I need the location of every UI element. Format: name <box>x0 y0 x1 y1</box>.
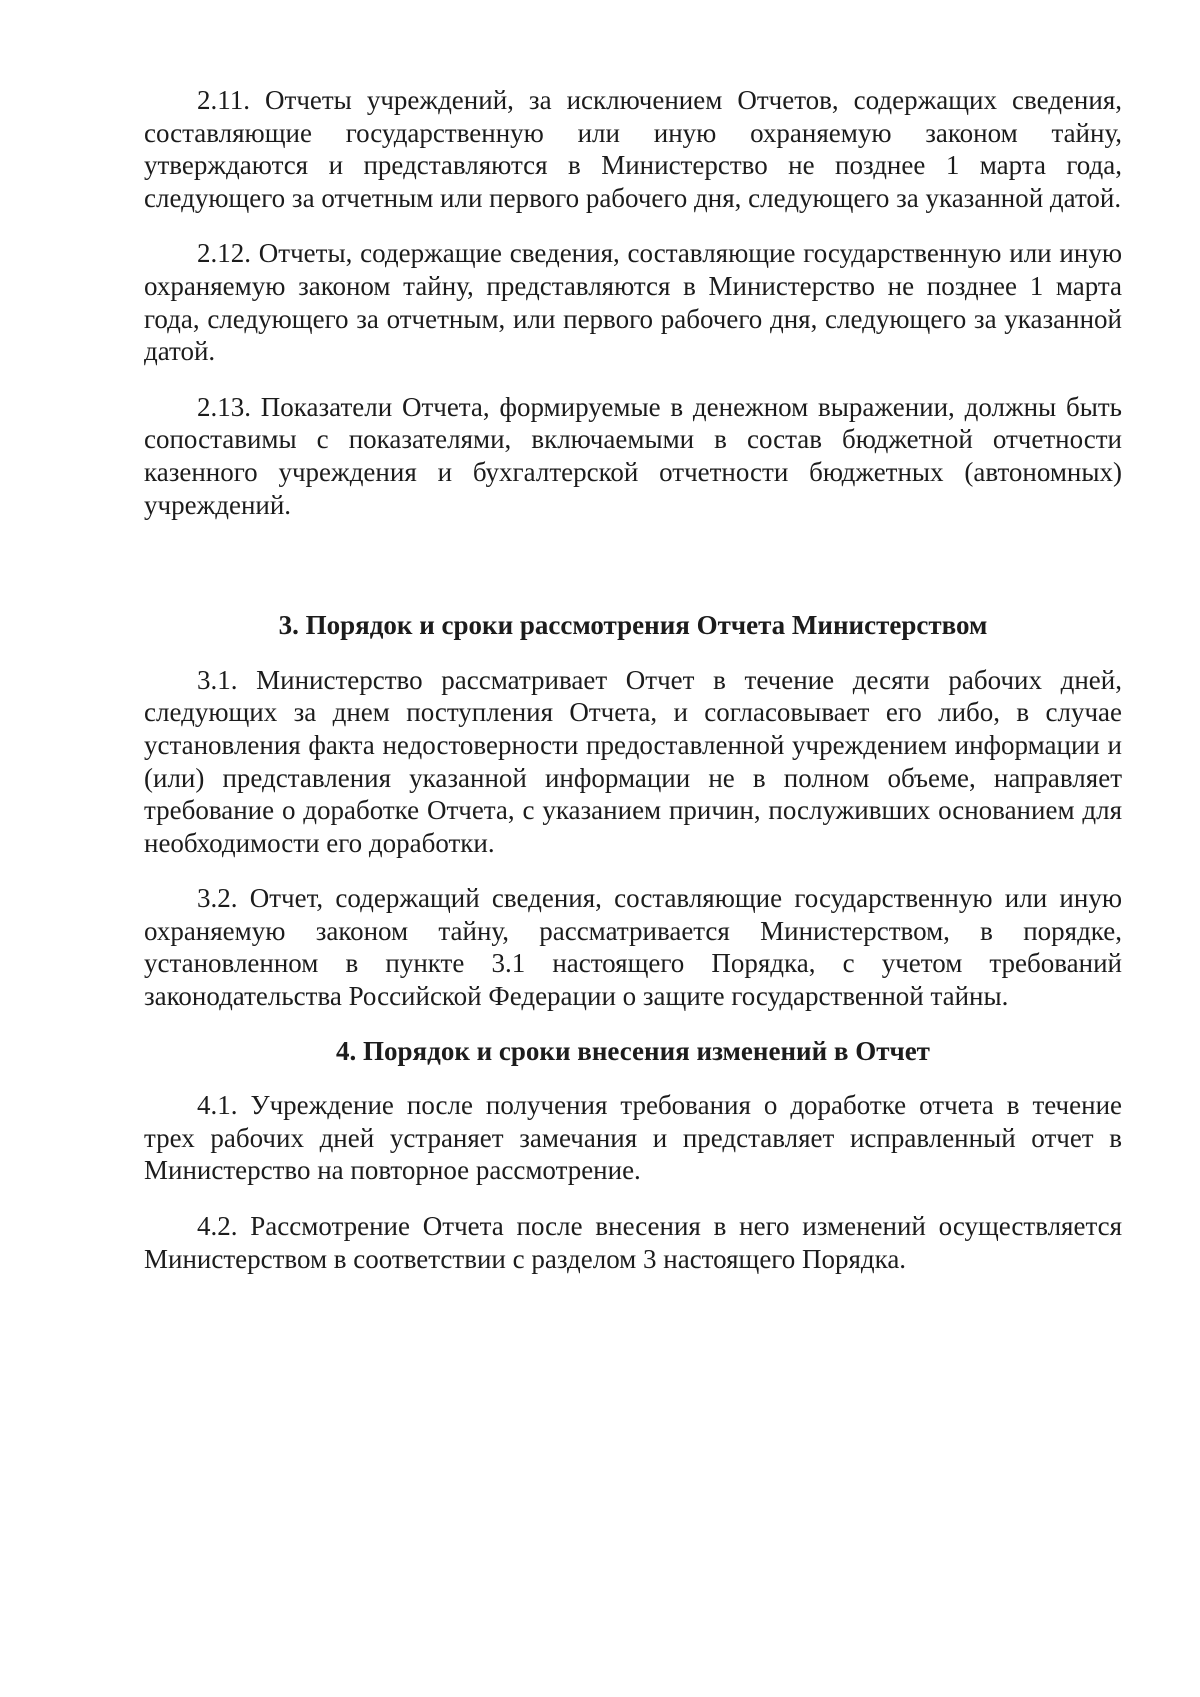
paragraph-2-11: 2.11. Отчеты учреждений, за исключением Отчетов, содержащих сведения, составляющие государственную или иную охраняемую законом тайну, утверждаются и представляются в Министерство не позднее 1 марта года, следующего за отчетным или первого рабочего дня, следующего за указанной датой. <box>144 85 1122 213</box>
document-body <box>144 84 1122 1275</box>
paragraph-3-1: 3.1. Министерство рассматривает Отчет в течение десяти рабочих дней, следующих за днем поступления Отчета, и согласовывает его либо, в случае установления факта недостоверности предоставленной учреждением информации и (или) представления указанной информации не в полном объеме, направляет требование о доработке Отчета, с указанием причин, послуживших основанием для необходимости его доработки. <box>144 664 1122 858</box>
section-3-heading: 3. Порядок и сроки рассмотрения Отчета Министерством <box>278 610 988 641</box>
section-4-heading: 4. Порядок и сроки внесения изменений в Отчет <box>336 1035 930 1066</box>
paragraph-2-13: 2.13. Показатели Отчета, формируемые в денежном выражении, должны быть сопоставимы с показателями, включаемыми в состав бюджетной отчетности казенного учреждения и бухгалтерской отчетности бюджетных (автономных) учреждений. <box>144 391 1122 520</box>
paragraph-4-2: 4.2. Рассмотрение Отчета после внесения в него изменений осуществляется Министерством в соответствии с разделом 3 настоящего Порядка. <box>144 1211 1122 1274</box>
paragraph-2-12: 2.12. Отчеты, содержащие сведения, составляющие государственную или иную охраняемую законом тайну, представляются в Министерство не позднее 1 марта года, следующего за отчетным, или первого рабочего дня, следующего за указанной датой. <box>144 238 1122 367</box>
paragraph-4-1: 4.1. Учреждение после получения требования о доработке отчета в течение трех рабочих дней устраняет замечания и представляет исправленный отчет в Министерство на повторное рассмотрение. <box>144 1090 1122 1186</box>
paragraph-3-2: 3.2. Отчет, содержащий сведения, составляющие государственную или иную охраняемую законом тайну, рассматривается Министерством, в порядке, установленном в пункте 3.1 настоящего Порядка, с учетом требований законодательства Российской Федерации о защите государственной тайны. <box>144 883 1122 1012</box>
